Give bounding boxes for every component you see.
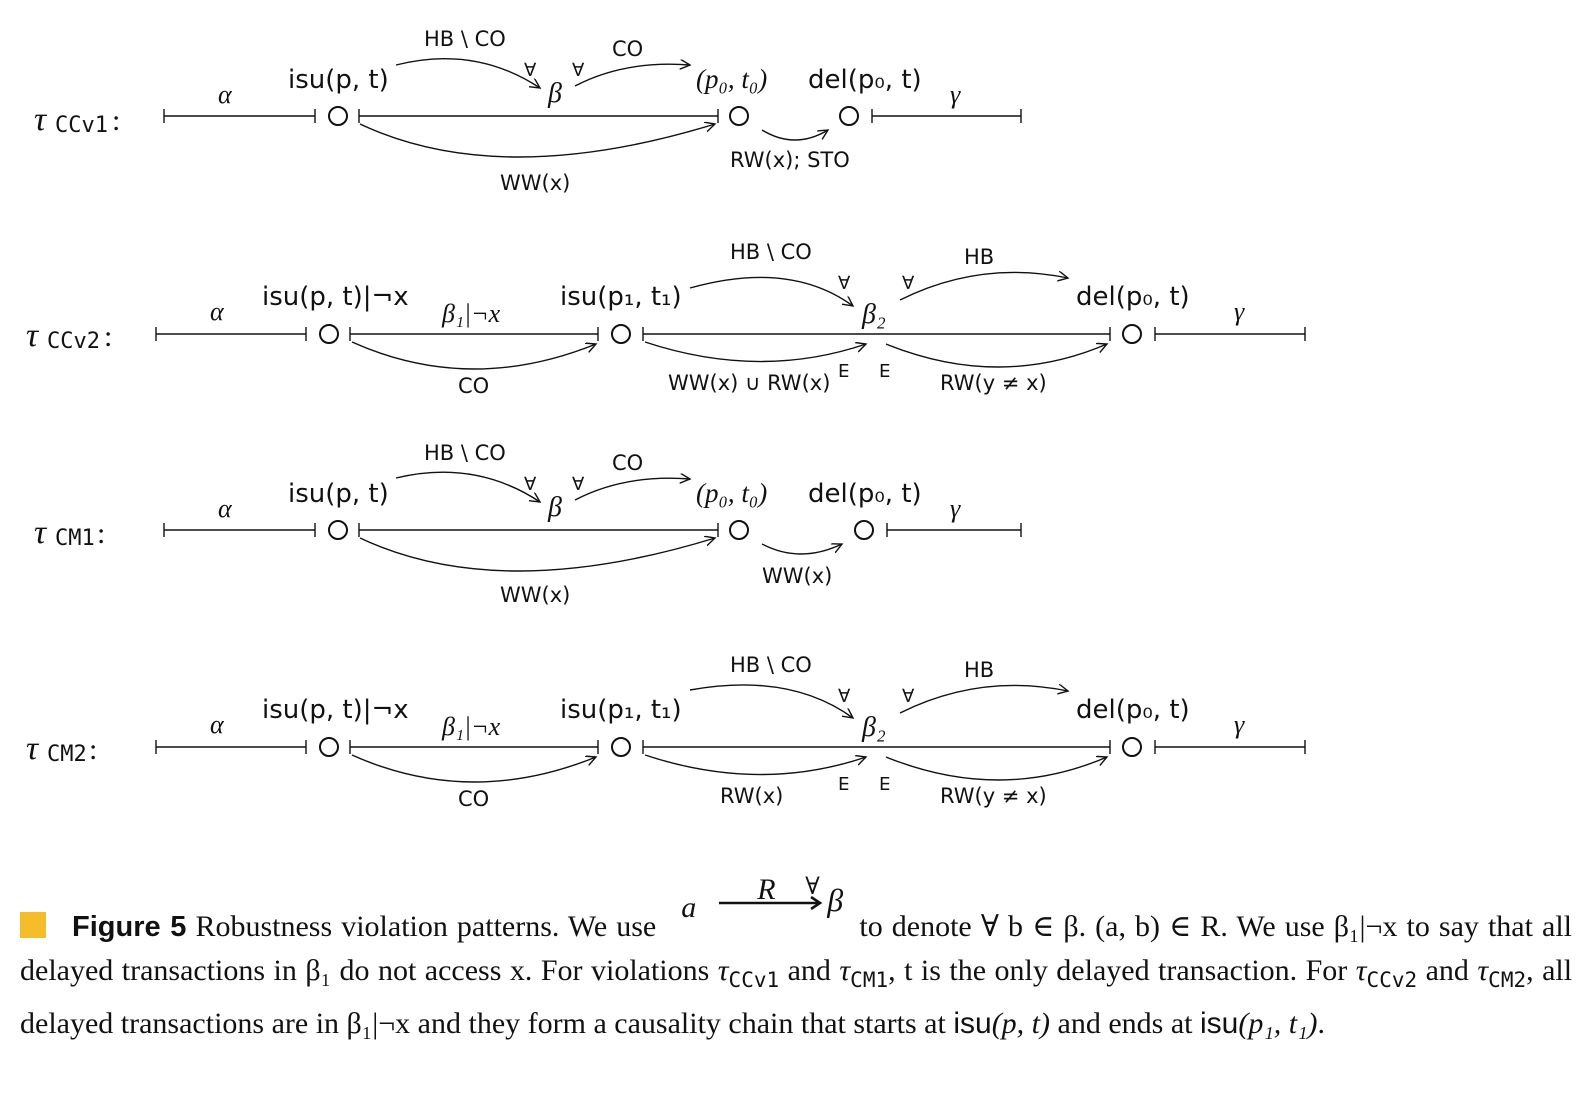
row-tau-subscript: CCv1 [55,113,108,138]
ww-rw-label: WW(x) ∪ RW(x) [668,371,831,395]
isu-p1-node [612,325,630,343]
del-node [1123,738,1141,756]
gamma-label: γ [950,494,961,523]
isu-p1-node [612,738,630,756]
ww-arrow [360,124,715,157]
caption-text-2: to denote ∀ b ∈ β. (a, b) ∈ R. We use β₁|¬x to say that all delayed transactions in β₁ do not access x. For violations [20,910,1573,987]
gamma-label: γ [950,80,961,109]
isu-args: (p₁, t₁) [1238,1007,1318,1040]
row-tau: τ [34,101,47,138]
rw-yx-arrow [886,344,1107,367]
arrow-forall: ∀ [805,874,820,900]
tau-subscript: CM2 [1488,968,1527,992]
hb-label: HB [964,245,995,269]
p0-t0-node [730,107,748,125]
pattern-row-cm2 [26,653,1305,811]
gamma-label: γ [1234,297,1245,326]
forall-symbol: ∀ [838,273,851,294]
beta2-label: β₂ [862,299,886,330]
p0-t0-node [730,521,748,539]
del-label: del(p₀, t) [1076,282,1190,312]
ww-arrow-2 [762,544,842,554]
hb-co-label: HB \ CO [424,441,506,465]
co-arrow [575,64,690,86]
isu-label: isu(p, t)|¬x [262,695,409,725]
row-tau: τ [26,730,39,767]
row-tau-subscript: CCv2 [47,329,100,354]
beta1-label: β₁|¬x [442,299,501,328]
pattern-row-cm1 [34,441,1021,607]
gamma-label: γ [1234,710,1245,739]
rw-yx-arrow [886,757,1107,780]
caption-marker [20,912,46,938]
co-label: CO [612,451,644,475]
caption-text-3: , t is the only delayed transaction. For [888,954,1348,987]
beta1-label: β₁|¬x [442,712,501,741]
alpha-label: α [210,710,224,739]
ww-rw-arrow [645,342,866,362]
row-tau: τ [26,317,39,354]
hb-co-arrow [690,277,853,306]
p0-t0-label: (p₀, t₀) [696,478,768,508]
ww-label: WW(x) [500,583,571,607]
forall-symbol: ∀ [572,60,585,81]
rw-yx-label: RW(y ≠ x) [940,784,1047,808]
ww-label-2: WW(x) [762,564,833,588]
hb-co-arrow [690,685,853,718]
exists-symbol: ∃ [879,772,891,793]
isu-node [320,325,338,343]
alpha-label: α [218,494,232,523]
del-label: del(p₀, t) [808,479,922,509]
caption-and: and [787,954,831,987]
arrow-target: β [827,882,844,918]
co-label: CO [458,787,490,811]
beta-label: β [548,492,562,523]
hb-label: HB [964,658,995,682]
isu-node [329,107,347,125]
forall-symbol: ∀ [902,686,915,707]
co-arrow [575,478,690,500]
hb-arrow [900,685,1068,713]
forall-symbol: ∀ [838,686,851,707]
rw-sto-arrow [762,130,828,140]
co-label: CO [612,37,644,61]
arrow-relation: R [757,873,776,906]
hb-arrow [900,272,1068,300]
forall-symbol: ∀ [902,273,915,294]
pattern-row-ccv1 [34,27,1021,195]
figure-label: Figure 5 [72,911,187,943]
exists-symbol: ∃ [879,359,891,380]
caption-text-4: , all delayed transactions are in β₁|¬x and they form a causality chain that starts at [20,954,1573,1040]
forall-symbol: ∀ [572,474,585,495]
row-tau-subscript: CM2 [47,742,87,767]
hb-co-label: HB \ CO [730,653,812,677]
hb-co-label: HB \ CO [730,240,812,264]
hb-co-label: HB \ CO [424,27,506,51]
arrow-source: a [681,891,697,924]
right-arrow-icon [719,896,823,910]
p0-t0-label: (p₀, t₀) [696,64,768,94]
rw-arrow [645,755,866,775]
rw-sto-label: RW(x); STO [730,148,850,172]
isu-function: isu [953,1007,992,1040]
isu-node [329,521,347,539]
hb-co-arrow [396,472,540,502]
caption-text-5: and ends at [1057,1007,1193,1040]
ww-arrow [360,538,715,571]
caption-end: . [1317,1007,1326,1040]
co-label: CO [458,374,490,398]
isu-node [320,738,338,756]
tau-symbol: τ [717,954,729,987]
row-colon: : [112,104,121,137]
rw-label: RW(x) [720,784,784,808]
del-node [1123,325,1141,343]
exists-symbol: ∃ [838,772,850,793]
pattern-row-ccv2 [26,240,1305,398]
del-node [840,107,858,125]
caption-text-1: Robustness violation patterns. We use [195,910,657,943]
row-tau: τ [34,514,47,551]
tau-symbol: τ [1355,954,1367,987]
del-label: del(p₀, t) [808,65,922,95]
figure-caption [20,873,1573,1046]
tau-subscript: CCv1 [728,968,780,992]
forall-arrow-notation [665,873,850,924]
ww-label: WW(x) [500,171,571,195]
isu-label: isu(p, t) [288,65,389,95]
isu-label: isu(p, t) [288,479,389,509]
alpha-label: α [210,297,224,326]
del-node [855,521,873,539]
tau-subscript: CM1 [850,968,889,992]
isu-label: isu(p, t)|¬x [262,282,409,312]
row-colon: : [97,517,106,550]
co-arrow [352,342,596,369]
beta-label: β [548,78,562,109]
isu-args: (p, t) [991,1007,1051,1040]
row-colon: : [89,733,98,766]
isu-p1-label: isu(p₁, t₁) [560,695,682,725]
caption-and: and [1425,954,1469,987]
exists-symbol: ∃ [838,359,850,380]
co-arrow [352,755,596,782]
forall-symbol: ∀ [524,60,537,81]
tau-subscript: CCv2 [1366,968,1418,992]
rw-yx-label: RW(y ≠ x) [940,371,1047,395]
alpha-label: α [218,80,232,109]
row-colon: : [104,320,113,353]
tau-symbol: τ [1477,954,1489,987]
isu-p1-label: isu(p₁, t₁) [560,282,682,312]
beta2-label: β₂ [862,712,886,743]
del-label: del(p₀, t) [1076,695,1190,725]
hb-co-arrow [396,59,540,88]
isu-function: isu [1199,1007,1239,1040]
row-tau-subscript: CM1 [55,526,95,551]
forall-symbol: ∀ [524,474,537,495]
tau-symbol: τ [839,954,851,987]
